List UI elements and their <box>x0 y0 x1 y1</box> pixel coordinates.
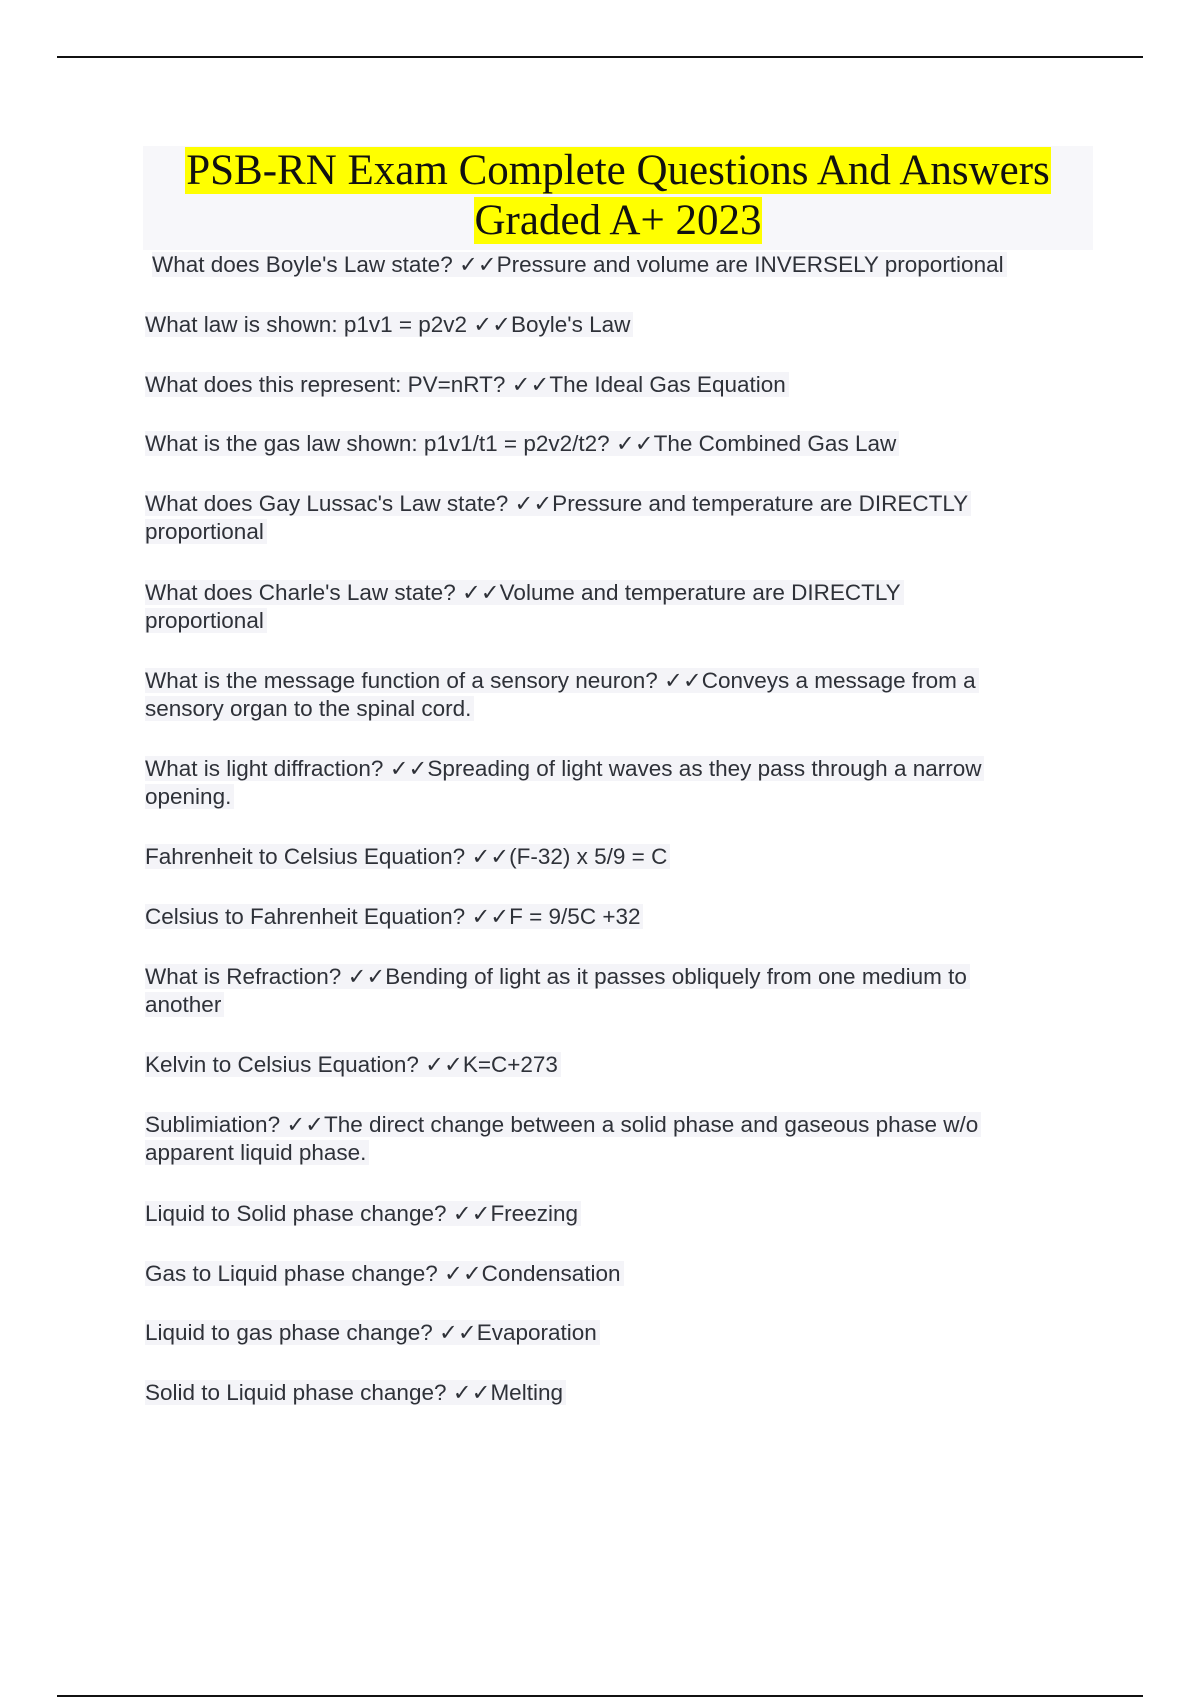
qa-item: What does Gay Lussac's Law state? ✓✓Pressure and temperature are DIRECTLY proportional <box>145 490 1045 546</box>
bottom-rule <box>57 1695 1143 1697</box>
qa-item: What does this represent: PV=nRT? ✓✓The Ideal Gas Equation <box>145 371 789 399</box>
top-rule <box>57 56 1143 58</box>
qa-item: What is Refraction? ✓✓Bending of light as it passes obliquely from one medium to another <box>145 963 1045 1019</box>
qa-item: Kelvin to Celsius Equation? ✓✓K=C+273 <box>145 1051 561 1079</box>
qa-item: Celsius to Fahrenheit Equation? ✓✓F = 9/5C +32 <box>145 903 643 931</box>
qa-item: What is the gas law shown: p1v1/t1 = p2v2/t2? ✓✓The Combined Gas Law <box>145 430 899 458</box>
qa-item: What does Charle's Law state? ✓✓Volume and temperature are DIRECTLY proportional <box>145 579 1005 635</box>
qa-item: Solid to Liquid phase change? ✓✓Melting <box>145 1379 566 1407</box>
qa-item: Sublimiation? ✓✓The direct change between a solid phase and gaseous phase w/o apparent liquid phase. <box>145 1111 1055 1167</box>
qa-item: What does Boyle's Law state? ✓✓Pressure and volume are INVERSELY proportional <box>152 251 1007 279</box>
title-line-1: PSB-RN Exam Complete Questions And Answers <box>186 147 1050 194</box>
document-title <box>143 146 1093 250</box>
qa-item: Liquid to Solid phase change? ✓✓Freezing <box>145 1200 581 1228</box>
qa-item: Fahrenheit to Celsius Equation? ✓✓(F-32) x 5/9 = C <box>145 843 670 871</box>
qa-item: What is light diffraction? ✓✓Spreading of light waves as they pass through a narrow opening. <box>145 755 1055 811</box>
qa-item: What is the message function of a sensory neuron? ✓✓Conveys a message from a sensory organ to the spinal cord. <box>145 667 1045 723</box>
qa-item: What law is shown: p1v1 = p2v2 ✓✓Boyle's Law <box>145 311 633 339</box>
qa-item: Gas to Liquid phase change? ✓✓Condensation <box>145 1260 624 1288</box>
title-line-2: Graded A+ 2023 <box>474 197 762 244</box>
qa-item: Liquid to gas phase change? ✓✓Evaporation <box>145 1319 600 1347</box>
